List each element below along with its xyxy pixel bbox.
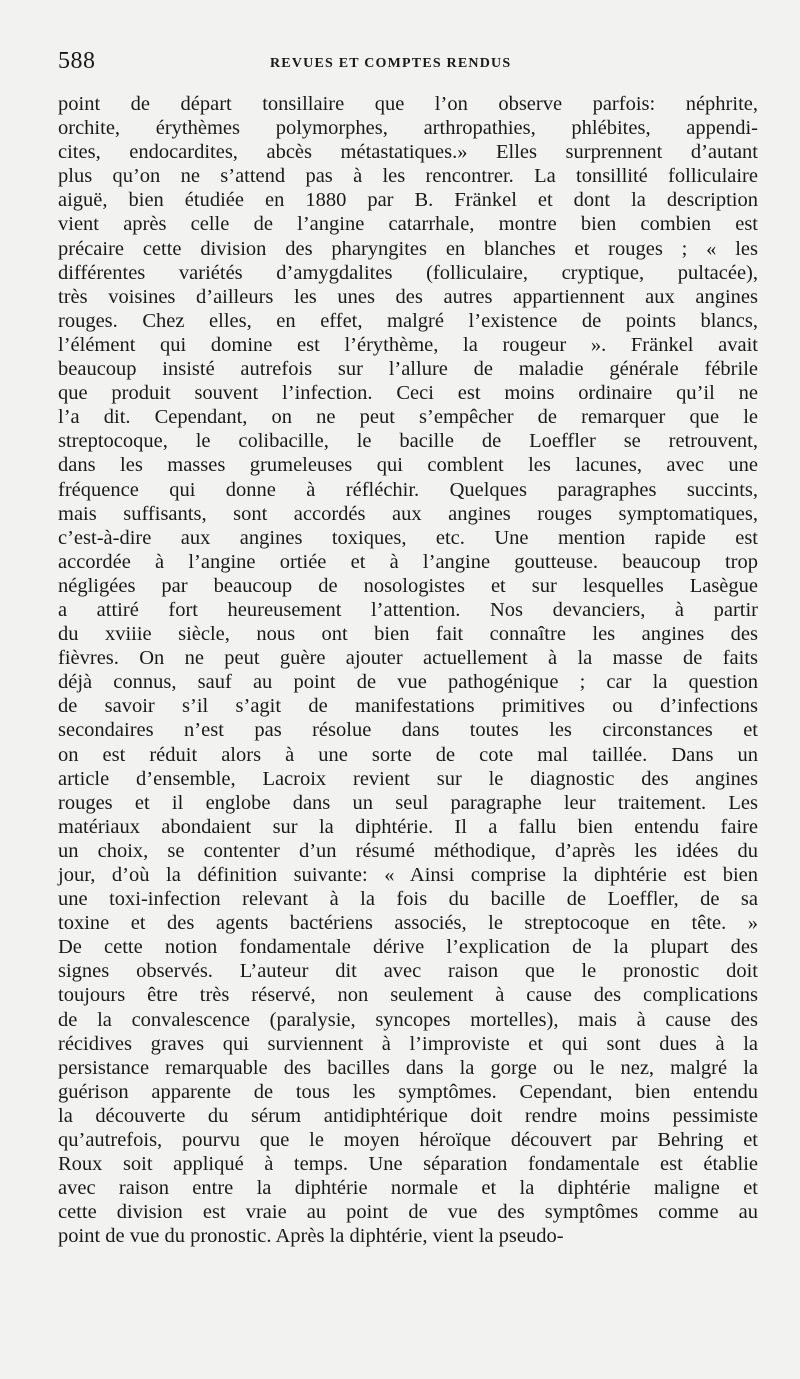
text-line: secondaires n’est pas résolue dans toutes les circonstances et [58,719,758,742]
text-line: on est réduit alors à une sorte de cote mal taillée. Dans un [58,743,758,766]
text-line: avec raison entre la diphtérie normale et la diphtérie maligne et [58,1177,758,1200]
text-line: accordée à l’angine ortiée et à l’angine goutteuse. beaucoup trop [58,550,758,573]
text-line: très voisines d’ailleurs les unes des autres appartiennent aux angines [58,285,758,308]
text-line: persistance remarquable des bacilles dans la gorge ou le nez, malgré la [58,1056,758,1079]
text-line: toxine et des agents bactériens associés, le streptocoque en tête. » [58,912,758,935]
text-line: matériaux abondaient sur la diphtérie. Il a fallu bien entendu faire [58,815,758,838]
text-line: Roux soit appliqué à temps. Une séparation fondamentale est établie [58,1153,758,1176]
text-line: plus qu’on ne s’attend pas à les rencontrer. La tonsillité folliculaire [58,165,758,188]
text-line: négligées par beaucoup de nosologistes et sur lesquelles Lasègue [58,574,758,597]
text-line: cette division est vraie au point de vue des symptômes comme au [58,1201,758,1224]
text-line: récidives graves qui surviennent à l’improviste et qui sont dues à la [58,1032,758,1055]
body-text [58,92,758,1249]
text-line: la découverte du sérum antidiphtérique doit rendre moins pessimiste [58,1104,758,1127]
text-line: l’élément qui domine est l’érythème, la rougeur ». Fränkel avait [58,333,758,356]
text-line: fièvres. On ne peut guère ajouter actuellement à la masse de faits [58,647,758,670]
text-line: différentes variétés d’amygdalites (folliculaire, cryptique, pultacée), [58,261,758,284]
text-line: streptocoque, le colibacille, le bacille de Loeffler se retrouvent, [58,430,758,453]
text-line: signes observés. L’auteur dit avec raison que le pronostic doit [58,960,758,983]
text-line: déjà connus, sauf au point de vue pathogénique ; car la question [58,671,758,694]
page-header [58,48,758,82]
text-line: qu’autrefois, pourvu que le moyen héroïque découvert par Behring et [58,1129,758,1152]
text-line: de la convalescence (paralysie, syncopes mortelles), mais à cause des [58,1008,758,1031]
text-line: rouges et il englobe dans un seul paragraphe leur traitement. Les [58,791,758,814]
text-line: du xviiie siècle, nous ont bien fait connaître les angines des [58,623,758,646]
text-line: toujours être très réservé, non seulement à cause des complications [58,984,758,1007]
text-line: rouges. Chez elles, en effet, malgré l’existence de points blancs, [58,309,758,332]
text-line: de savoir s’il s’agit de manifestations primitives ou d’infections [58,695,758,718]
text-line: cites, endocardites, abcès métastatiques.» Elles surprennent d’autant [58,141,758,164]
text-line: beaucoup insisté autrefois sur l’allure de maladie générale fébrile [58,358,758,381]
page-number: 588 [58,48,96,74]
text-line: a attiré fort heureusement l’attention. Nos devanciers, à partir [58,598,758,621]
text-line: un choix, se contenter d’un résumé méthodique, d’après les idées du [58,839,758,862]
text-line: l’a dit. Cependant, on ne peut s’empêcher de remarquer que le [58,406,758,429]
text-line: orchite, érythèmes polymorphes, arthropathies, phlébites, appendi- [58,117,758,140]
text-line: mais suffisants, sont accordés aux angines rouges symptomatiques, [58,502,758,525]
text-line: une toxi-infection relevant à la fois du bacille de Loeffler, de sa [58,888,758,911]
running-title: REVUES ET COMPTES RENDUS [270,56,512,71]
text-line: fréquence qui donne à réfléchir. Quelques paragraphes succints, [58,478,758,501]
text-line: que produit souvent l’infection. Ceci est moins ordinaire qu’il ne [58,382,758,405]
text-line: De cette notion fondamentale dérive l’explication de la plupart des [58,936,758,959]
text-line: c’est-à-dire aux angines toxiques, etc. Une mention rapide est [58,526,758,549]
text-line: point de vue du pronostic. Après la diphtérie, vient la pseudo- [58,1225,564,1248]
text-line: vient après celle de l’angine catarrhale, montre bien combien est [58,213,758,236]
text-line: dans les masses grumeleuses qui comblent les lacunes, avec une [58,454,758,477]
text-line: guérison apparente de tous les symptômes. Cependant, bien entendu [58,1080,758,1103]
text-line: article d’ensemble, Lacroix revient sur le diagnostic des angines [58,767,758,790]
text-line: point de départ tonsillaire que l’on observe parfois: néphrite, [58,93,758,115]
text-line: aiguë, bien étudiée en 1880 par B. Fränkel et dont la description [58,189,758,212]
text-line: précaire cette division des pharyngites en blanches et rouges ; « les [58,237,758,260]
text-line: jour, d’où la définition suivante: « Ainsi comprise la diphtérie est bien [58,864,758,886]
